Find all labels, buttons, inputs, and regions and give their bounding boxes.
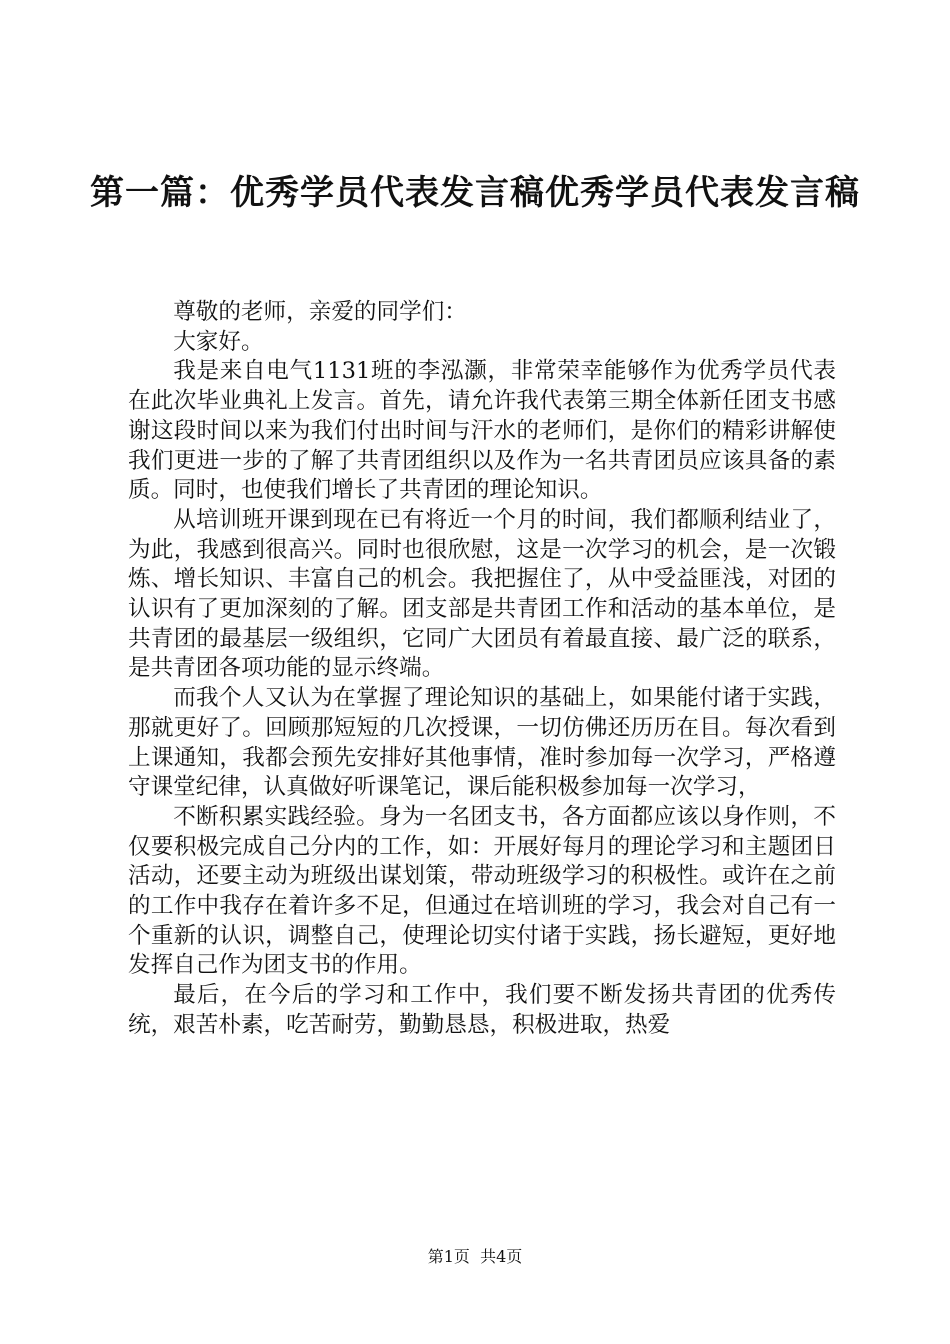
paragraph-practice: 而我个人又认为在掌握了理论知识的基础上，如果能付诸于实践，那就更好了。回顾那短短的几次授课，一切仿佛还历历在目。每次看到上课通知，我都会预先安排好其他事情，准时参加每一次学习，严格遵守课堂纪律，认真做好听课笔记，课后能积极参加每一次学习， — [128, 685, 836, 801]
page-footer — [0, 1244, 950, 1267]
paragraph-experience: 不断积累实践经验。身为一名团支书，各方面都应该以身作则，不仅要积极完成自己分内的工作，如：开展好每月的理论学习和主题团日活动，还要主动为班级出谋划策，带动班级学习的积极性。或许在之前的工作中我存在着许多不足，但通过在培训班的学习，我会对自己有一个重新的认识，调整自己，使理论切实付诸于实践，扬长避短，更好地发挥自己作为团支书的作用。 — [128, 803, 836, 979]
paragraph-greeting: 大家好。 — [173, 328, 264, 355]
paragraph-training: 从培训班开课到现在已有将近一个月的时间，我们都顺利结业了，为此，我感到很高兴。同时也很欣慰，这是一次学习的机会，是一次锻炼、增长知识、丰富自己的机会。我把握住了，从中受益匪浅，对团的认识有了更加深刻的了解。团支部是共青团工作和活动的基本单位，是共青团的最基层一级组织，它同广大团员有着最直接、最广泛的联系，是共青团各项功能的显示终端。 — [128, 506, 836, 682]
paragraph-salutation: 尊敬的老师，亲爱的同学们： — [173, 299, 467, 325]
paragraph-closing: 最后，在今后的学习和工作中，我们要不断发扬共青团的优秀传统，艰苦朴素，吃苦耐劳，勤勤恳恳，积极进取，热爱 — [128, 982, 836, 1038]
document-body — [128, 298, 836, 1041]
paragraph-introduction: 我是来自电气1131班的李泓灏，非常荣幸能够作为优秀学员代表在此次毕业典礼上发言。首先，请允许我代表第三期全体新任团支书感谢这段时间以来为我们付出时间与汗水的老师们，是你们的精彩讲解使我们更进一步的了解了共青团组织以及作为一名共青团员应该具备的素质。同时，也使我们增长了共青团的理论知识。 — [128, 358, 836, 504]
page-number: 第1页 共4页 — [427, 1247, 523, 1266]
document-title: 第一篇：优秀学员代表发言稿优秀学员代表发言稿 — [90, 173, 860, 213]
